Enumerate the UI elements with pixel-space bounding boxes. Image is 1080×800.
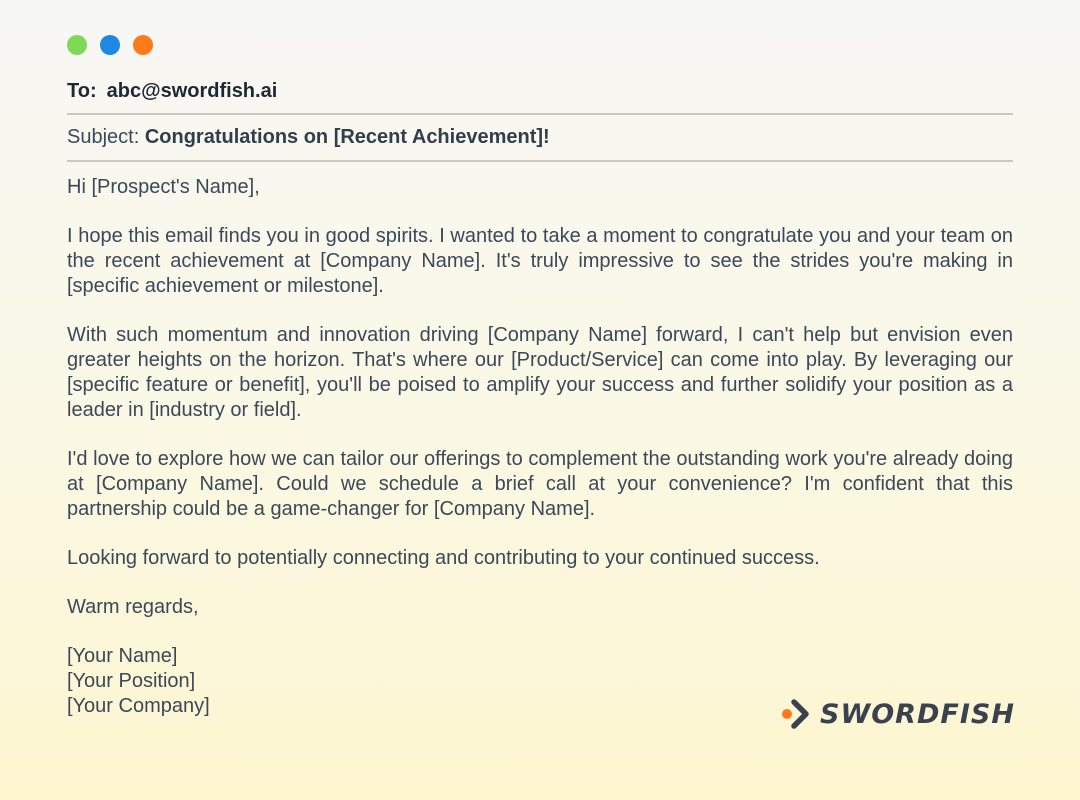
- to-label: To:: [67, 80, 97, 102]
- to-row: [67, 80, 277, 103]
- closing: Warm regards,: [67, 596, 199, 618]
- subject-row: [67, 126, 550, 149]
- signature-company: [Your Company]: [67, 695, 210, 717]
- header-divider-bottom: [67, 160, 1013, 162]
- subject-text[interactable]: Congratulations on [Recent Achievement]!: [144, 126, 550, 148]
- swordfish-chevron-icon: [780, 697, 814, 731]
- blue-dot[interactable]: [100, 35, 120, 55]
- body-paragraph-4: Looking forward to potentially connecting and contributing to your continued success.: [67, 547, 820, 569]
- subject-label: Subject:: [67, 126, 140, 148]
- header-divider-top: [67, 113, 1013, 115]
- body-paragraph-2: With such momentum and innovation driving [Company Name] forward, I can't help but envision even greater heights on the horizon. That's where our [Product/Service] can come into play. By leveraging our [specific feature or benefit], you'll be poised to amplify your success and further solidify your position as a leader in [industry or field].: [67, 324, 1013, 421]
- window-controls: [67, 35, 153, 55]
- swordfish-logo: [780, 697, 1015, 731]
- signature-name: [Your Name]: [67, 645, 178, 667]
- body-paragraph-3: I'd love to explore how we can tailor our offerings to complement the outstanding work you're already doing at [Company Name]. Could we schedule a brief call at your convenience? I'm confident that this partnership could be a game-changer for [Company Name].: [67, 448, 1013, 520]
- logo-text: SWORDFISH: [820, 698, 1015, 730]
- signature-position: [Your Position]: [67, 670, 196, 692]
- body-paragraph-1: I hope this email finds you in good spirits. I wanted to take a moment to congratulate you and your team on the recent achievement at [Company Name]. It's truly impressive to see the strides you're making in [specific achievement or milestone].: [67, 225, 1013, 297]
- to-address[interactable]: abc@swordfish.ai: [106, 80, 278, 102]
- orange-dot[interactable]: [133, 35, 153, 55]
- email-body[interactable]: [67, 175, 1013, 719]
- greeting: Hi [Prospect's Name],: [67, 176, 260, 198]
- green-dot[interactable]: [67, 35, 87, 55]
